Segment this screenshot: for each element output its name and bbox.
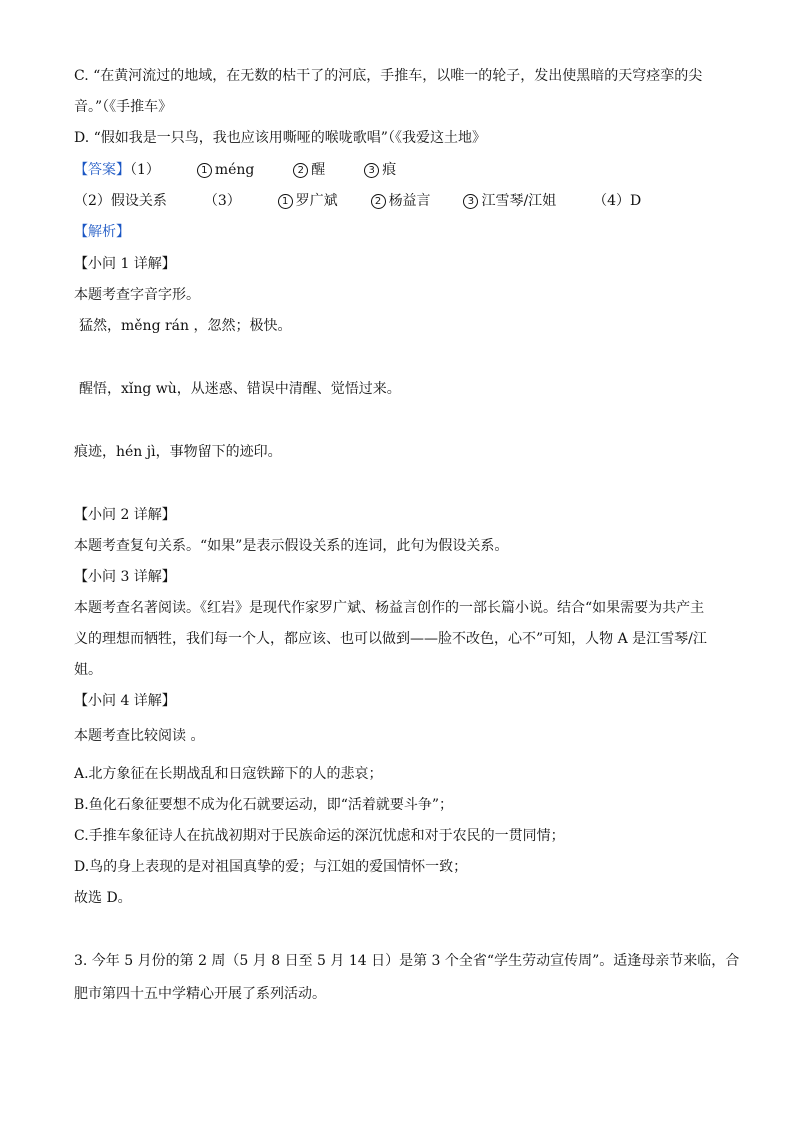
sub-question-4-title: 【小问 4 详解】 xyxy=(74,693,176,709)
question-3-line-1: 3. 今年 5 月份的第 2 周（5 月 8 日至 5 月 14 日）是第 3 个全省“学生劳动宣传周”。适逢母亲节来临，合 xyxy=(74,953,740,969)
answer-q3-item-2: 2 杨益言 xyxy=(371,193,431,209)
sub-question-1-item-1: 猛然，měng rán ，忽然；极快。 xyxy=(79,318,292,334)
answer-q1-number: （1） xyxy=(130,162,160,178)
sub-question-1-intro: 本题考查字音字形。 xyxy=(74,287,200,303)
sub-question-4-intro: 本题考查比较阅读 。 xyxy=(74,728,205,744)
answer-q3-number: （3） xyxy=(203,193,241,209)
option-d-line: D. “假如我是一只鸟，我也应该用嘶哑的喉咙歌唱”（《我爱这土地》 xyxy=(74,130,486,146)
analysis-label: 【解析】 xyxy=(74,224,130,240)
answer-q1-item-2: 2 醒 xyxy=(293,162,325,178)
sub-question-4-option-c: C.手推车象征诗人在抗战初期对于民族命运的深沉忧虑和对于农民的一贯同情； xyxy=(74,828,565,844)
sub-question-4-option-d: D.鸟的身上表现的是对祖国真挚的爱；与江姐的爱国情怀一致； xyxy=(74,859,468,875)
option-c-line-1: C. “在黄河流过的地域，在无数的枯干了的河底，手推车，以唯一的轮子，发出使黑暗的天穹痉挛的尖 xyxy=(74,68,703,84)
sub-question-4-option-a: A.北方象征在长期战乱和日寇铁蹄下的人的悲哀； xyxy=(74,766,383,782)
sub-question-3-text-1: 本题考查名著阅读。《红岩》是现代作家罗广斌、杨益言创作的一部长篇小说。结合“如果需要为共产主 xyxy=(74,600,705,616)
answer-line-2 xyxy=(74,192,641,210)
answer-label: 【答案】 xyxy=(74,162,130,178)
answer-q3-item-3: 3 江雪琴/江姐 xyxy=(463,193,556,209)
option-c-line-2: 音。”（《手推车》 xyxy=(74,99,173,115)
sub-question-3-title: 【小问 3 详解】 xyxy=(74,569,176,585)
sub-question-1-item-3: 痕迹，hén jì，事物留下的迹印。 xyxy=(74,444,282,460)
sub-question-4-option-b: B.鱼化石象征要想不成为化石就要运动，即“活着就要斗争”； xyxy=(74,797,454,813)
sub-question-3-text-3: 姐。 xyxy=(74,662,102,678)
sub-question-4-conclusion: 故选 D。 xyxy=(74,890,132,906)
answer-line-1 xyxy=(74,161,396,179)
answer-q2: （2）假设关系 xyxy=(74,193,167,209)
sub-question-1-item-2: 醒悟，xǐng wù，从迷惑、错误中清醒、觉悟过来。 xyxy=(79,381,401,397)
answer-q3-item-1: 1 罗广斌 xyxy=(278,193,338,209)
sub-question-2-title: 【小问 2 详解】 xyxy=(74,507,176,523)
sub-question-1-title: 【小问 1 详解】 xyxy=(74,256,176,272)
sub-question-3-text-2: 义的理想而牺牲，我们每一个人，都应该、也可以做到——脸不改色，心不”可知，人物 A 是江雪琴/江 xyxy=(74,631,707,647)
sub-question-2-text: 本题考查复句关系。“如果”是表示假设关系的连词，此句为假设关系。 xyxy=(74,538,509,554)
question-3-line-2: 肥市第四十五中学精心开展了系列活动。 xyxy=(74,986,326,1002)
answer-q1-item-1: 1 méng xyxy=(197,162,255,178)
answer-q4: （4）D xyxy=(593,193,642,209)
answer-q1-item-3: 3 痕 xyxy=(364,162,396,178)
